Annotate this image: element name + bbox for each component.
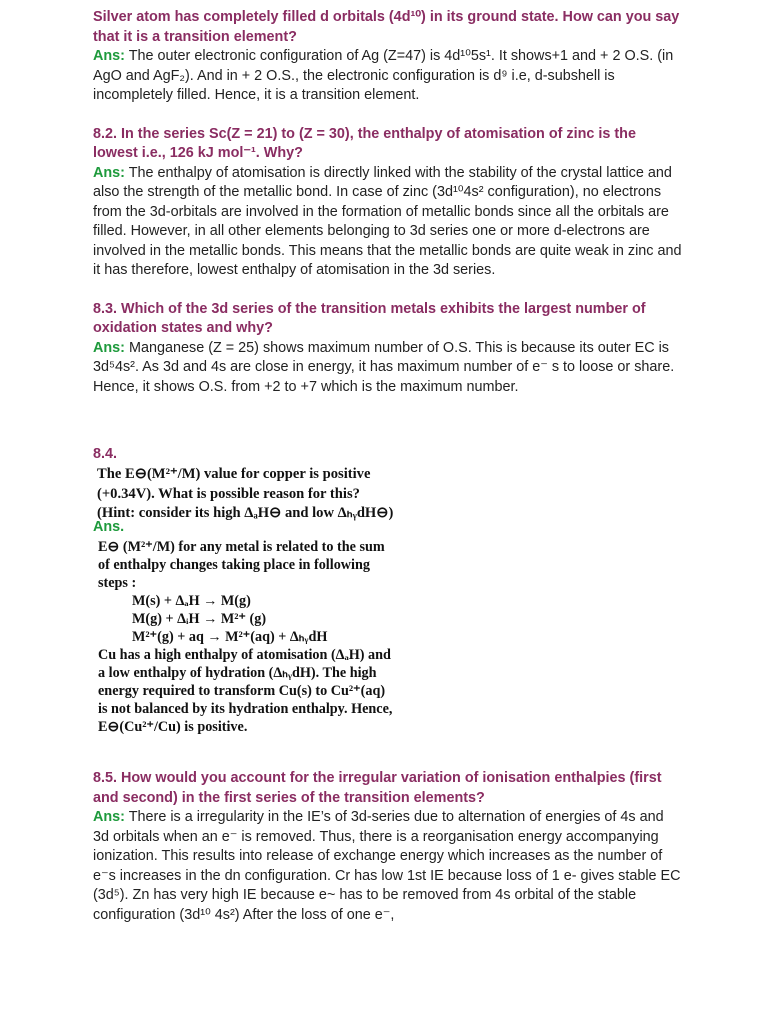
scan-answer-line: steps : (98, 575, 137, 591)
answer-paragraph (93, 164, 683, 281)
answer-text: The enthalpy of atomisation is directly linked with the stability of the crystal lattice and also the strength of the metallic bond. In case of zinc (3d¹⁰4s² configuration), no electrons from the 3d-orbitals are involved in the formation of metallic bonds since all the orbitals are filled. However, in all other elements belonging to 3d series one or more d-electrons are involved in the metallic bonds. This means that the metallic bonds are quite weak in zinc and it has therefore, lowest enthalpy of atomisation in the 3d series. (93, 164, 682, 278)
answer-text: There is a irregularity in the IE’s of 3d-series due to alternation of energies of 4s and 3d orbitals when an e⁻ is removed. Thus, there is a reorganisation energy accompanying ionization. This results into release of exchange energy which increases as the number of e⁻s increases in the dn configuration. Cr has low 1st IE because loss of 1 e- gives stable EC (3d⁵). Zn has very high IE because e~ has to be removed from 4s orbital of the stable configuration (3d¹⁰ 4s²) After the loss of one e⁻, (93, 809, 681, 923)
ans-label: Ans: (93, 809, 125, 825)
answer-text: Manganese (Z = 25) shows maximum number of O.S. This is because its outer EC is 3d⁵4s². As 3d and 4s are close in energy, it has maximum number of e⁻ s to loose or share. Hence, it shows O.S. from +2 to +7 which is the maximum number. (93, 339, 675, 395)
equation-line: M²⁺(g) + aq → M²⁺(aq) + ΔₕᵧdH (132, 629, 328, 645)
scan-answer-line: energy required to transform Cu(s) to Cu²⁺(aq) (98, 683, 386, 699)
scan-answer-line: is not balanced by its hydration enthalpy. Hence, (98, 701, 393, 717)
equation-line: M(g) + ΔᵢH → M²⁺ (g) (132, 611, 267, 627)
answer-paragraph (93, 808, 683, 925)
question-block-8-2 (93, 125, 683, 281)
question-text: 8.5. How would you account for the irregular variation of ionisation enthalpies (first and second) in the first series of the transition elements? (93, 770, 662, 806)
answer-paragraph (93, 339, 683, 398)
scan-answer-line: Cu has a high enthalpy of atomisation (ΔₐH) and (98, 647, 391, 663)
answer-text: The outer electronic configuration of Ag (Z=47) is 4d¹⁰5s¹. It shows+1 and + 2 O.S. (in AgO and AgF₂). And in + 2 O.S., the electronic configuration is d⁹ i.e, d-subshell is incompletely filled. Hence, it is a transition element. (93, 48, 674, 103)
answer-paragraph (93, 47, 683, 106)
scan-question-line: The E⊖(M²⁺/M) value for copper is positive (97, 466, 371, 482)
scanned-answer-image (98, 538, 418, 736)
question-text: 8.2. In the series Sc(Z = 21) to (Z = 30), the enthalpy of atomisation of zinc is the lowest i.e., 126 kJ mol⁻¹. Why? (93, 125, 636, 161)
scan-answer-line: a low enthalpy of hydration (ΔₕᵧdH). The high (98, 665, 377, 681)
scan-question-line: (Hint: consider its high ΔₐH⊖ and low ΔₕᵧdH⊖) (97, 505, 394, 521)
scan-answer-line: of enthalpy changes taking place in following (98, 557, 370, 573)
question-block-8-5 (93, 769, 683, 925)
ans-label: Ans: (93, 164, 125, 181)
ans-label: Ans. (93, 519, 125, 535)
question-block-8-3 (93, 300, 683, 398)
scanned-question-image (97, 465, 417, 524)
ans-label: Ans: (93, 48, 125, 64)
ans-label: Ans: (93, 339, 125, 356)
question-number-8-4: 8.4. (93, 446, 118, 462)
scan-answer-line: E⊖(Cu²⁺/Cu) is positive. (98, 719, 248, 735)
equation-line: M(s) + ΔₐH → M(g) (132, 593, 251, 609)
scan-question-line: (+0.34V). What is possible reason for this? (97, 485, 360, 502)
document-page (93, 8, 683, 416)
scan-answer-line: E⊖ (M²⁺/M) for any metal is related to the sum (98, 539, 385, 555)
question-text: 8.3. Which of the 3d series of the transition metals exhibits the largest number of oxidation states and why? (93, 300, 646, 336)
question-text: Silver atom has completely filled d orbitals (4d¹⁰) in its ground state. How can you say that it is a transition element? (93, 9, 680, 45)
question-block-silver (93, 8, 683, 106)
